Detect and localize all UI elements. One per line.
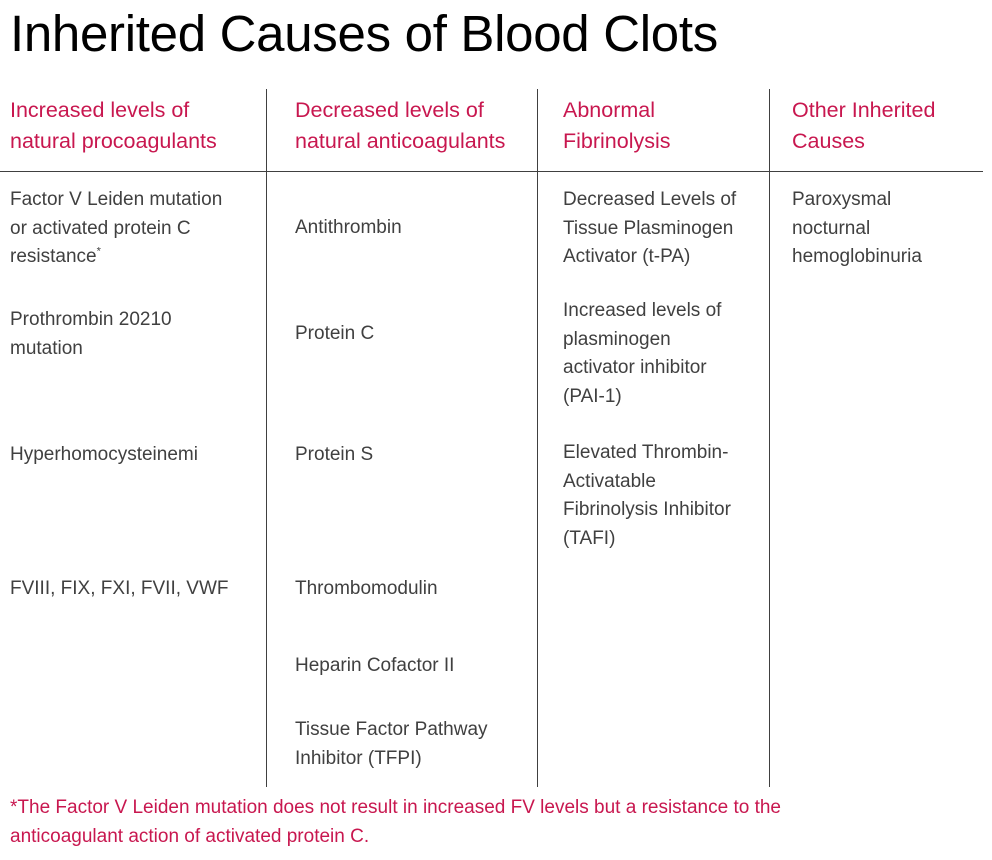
header-line: natural anticoagulants: [295, 129, 506, 153]
footnote-marker: *: [96, 245, 101, 258]
header-divider: [0, 171, 983, 172]
item-line: Tissue Factor Pathway: [295, 719, 488, 740]
item-line: activator inhibitor: [563, 357, 707, 378]
item-line: Protein C: [295, 323, 375, 344]
item-line: Inhibitor (TFPI): [295, 747, 422, 769]
header-line: Decreased levels of: [295, 98, 484, 122]
list-item: [295, 214, 402, 243]
list-item: [295, 441, 373, 470]
item-line: Increased levels of: [563, 300, 722, 321]
list-item: [10, 306, 172, 363]
item-line: FVIII, FIX, FXI, FVII, VWF: [10, 578, 229, 599]
header-line: Fibrinolysis: [563, 129, 671, 153]
header-line: natural procoagulants: [10, 129, 217, 153]
item-line: (TAFI): [563, 527, 616, 549]
item-line: (PAI-1): [563, 385, 622, 407]
list-item: [295, 575, 438, 604]
column-header-procoagulants: [10, 95, 217, 157]
item-line: Fibrinolysis Inhibitor: [563, 499, 731, 520]
item-line: Activatable: [563, 470, 656, 492]
item-line: Thrombomodulin: [295, 578, 438, 599]
footnote-line: *The Factor V Leiden mutation does not result in increased FV levels but a resistance to the: [10, 797, 781, 818]
column-divider: [266, 89, 267, 787]
item-line: nocturnal: [792, 217, 871, 239]
item-line: or activated protein C: [10, 217, 191, 239]
column-header-anticoagulants: [295, 95, 505, 157]
item-line: Tissue Plasminogen: [563, 217, 734, 239]
column-header-fibrinolysis: [563, 95, 671, 157]
item-line: Decreased Levels of: [563, 189, 737, 210]
page-title: Inherited Causes of Blood Clots: [10, 5, 718, 62]
list-item: [792, 186, 922, 272]
list-item: [563, 297, 721, 411]
list-item: [563, 186, 736, 272]
list-item: [563, 439, 731, 553]
list-item: [295, 716, 488, 773]
item-line: Protein S: [295, 444, 374, 465]
header-line: Increased levels of: [10, 98, 190, 122]
list-item: [10, 186, 222, 272]
list-item: [295, 320, 374, 349]
item-line: plasminogen: [563, 328, 671, 350]
column-divider: [537, 89, 538, 787]
item-line: resistance: [10, 246, 97, 267]
header-line: Causes: [792, 129, 865, 153]
header-line: Abnormal: [563, 98, 656, 122]
item-line: Activator (t-PA): [563, 246, 691, 267]
item-line: Prothrombin 20210: [10, 309, 172, 330]
list-item: [10, 441, 198, 470]
item-line: Heparin Cofactor II: [295, 655, 455, 676]
column-divider: [769, 89, 770, 787]
item-line: mutation: [10, 337, 83, 359]
item-line: hemoglobinuria: [792, 246, 922, 267]
item-line: Antithrombin: [295, 217, 402, 238]
list-item: [10, 575, 229, 604]
item-line: Elevated Thrombin-: [563, 442, 729, 463]
item-line: Hyperhomocysteinemi: [10, 444, 198, 465]
list-item: [295, 652, 454, 681]
column-header-other: [792, 95, 935, 157]
footnote-line: anticoagulant action of activated protein C.: [10, 825, 370, 847]
footnote: [10, 794, 781, 851]
item-line: Paroxysmal: [792, 189, 892, 210]
item-line: Factor V Leiden mutation: [10, 189, 223, 210]
header-line: Other Inherited: [792, 98, 936, 122]
